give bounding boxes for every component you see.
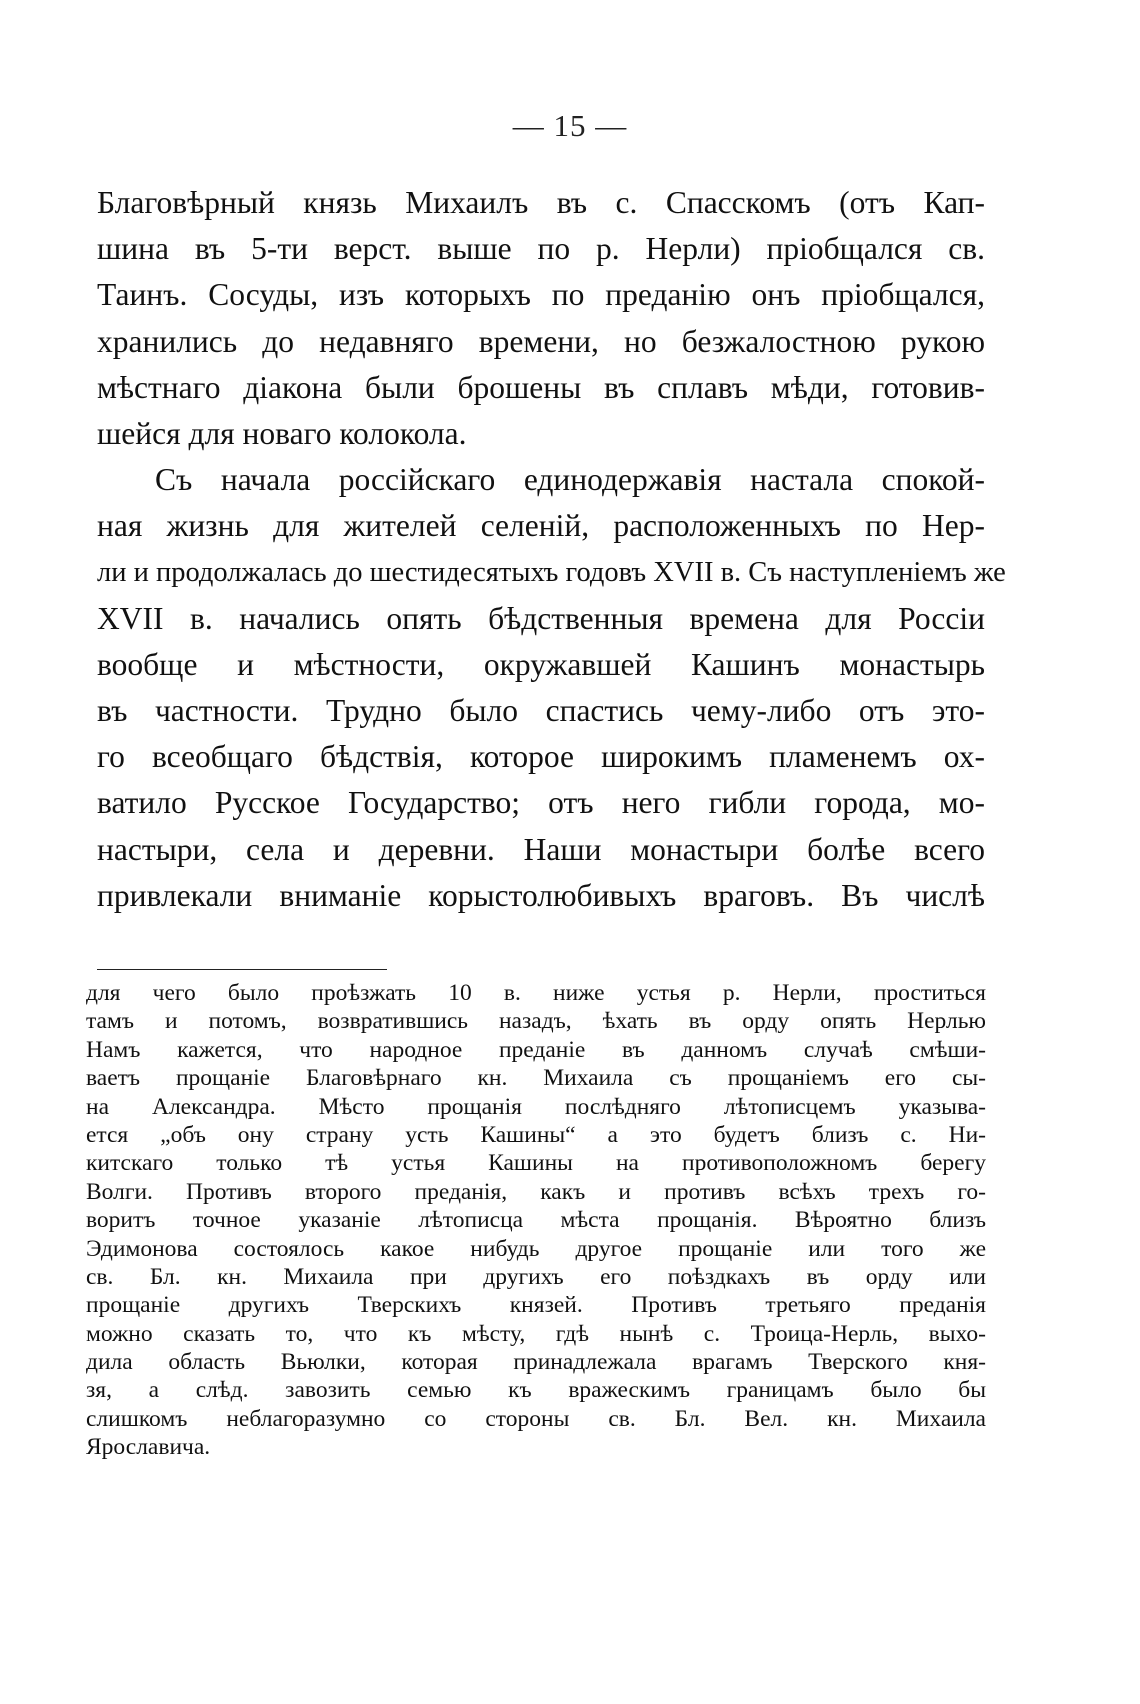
text-line: въ частности. Трудно было спастись чему-либо отъ это- [97, 693, 985, 729]
footnote-line: св. Бл. кн. Михаила при другихъ его поѣздкахъ въ орду или [86, 1263, 986, 1290]
text-line: ватило Русское Государство; отъ него гибли города, мо- [97, 785, 985, 821]
text-line: настыри, села и деревни. Наши монастыри болѣе всего [97, 831, 985, 867]
text-line: вообще и мѣстности, окружавшей Кашинъ монастырь [97, 646, 985, 682]
footnote-line: зя, а слѣд. завозить семью къ вражескимъ границамъ было бы [86, 1377, 986, 1404]
page-number: — 15 — [512, 108, 628, 143]
footnote-line: тамъ и потомъ, возвратившись назадъ, ѣхать въ орду опять Нерлью [86, 1008, 986, 1035]
footnote-line: Намъ кажется, что народное преданіе въ данномъ случаѣ смѣши- [86, 1036, 986, 1063]
footnote-line: прощаніе другихъ Тверскихъ князей. Противъ третьяго преданія [86, 1292, 986, 1319]
footnote-line: ваетъ прощаніе Благовѣрнаго кн. Михаила съ прощаніемъ его сы- [86, 1065, 986, 1092]
footnote-line: можно сказать то, что къ мѣсту, гдѣ нынѣ с. Троица-Нерль, выхо- [86, 1320, 986, 1347]
footnote-line: на Александра. Мѣсто прощанія послѣдняго лѣтописцемъ указыва- [86, 1093, 986, 1120]
text-line: го всеобщаго бѣдствія, которое широкимъ пламенемъ ох- [97, 739, 985, 775]
text-line: шина въ 5-ти верст. выше по р. Нерли) пріобщался св. [97, 231, 985, 267]
main-text [97, 180, 1006, 919]
text-line: Благовѣрный князь Михаилъ въ с. Спасскомъ (отъ Кап- [97, 185, 985, 220]
text-line: XVII в. начались опять бѣдственныя времена для Россіи [97, 600, 985, 636]
footnote-line: для чего было проѣзжать 10 в. ниже устья р. Нерли, проститься [86, 980, 986, 1006]
text-line: Таинъ. Сосуды, изъ которыхъ по преданію онъ пріобщался, [97, 277, 985, 313]
text-line: Съ начала россійскаго единодержавія настала спокой- [155, 462, 985, 498]
footnote-line: слишкомъ неблагоразумно со стороны св. Бл. Вел. кн. Михаила [86, 1405, 986, 1432]
text-line: шейся для новаго колокола. [97, 415, 467, 451]
footnote-line: Ярославича. [86, 1434, 211, 1461]
footnote-line: Волги. Противъ второго преданія, какъ и противъ всѣхъ трехъ го- [86, 1178, 986, 1205]
text-line: хранились до недавняго времени, но безжалостною рукою [97, 323, 985, 359]
footnote-line: воритъ точное указаніе лѣтописца мѣста прощанія. Вѣроятно близъ [86, 1207, 986, 1234]
footnote-separator [97, 969, 387, 970]
text-line: привлекали вниманіе корыстолюбивыхъ враговъ. Въ числѣ [97, 877, 985, 913]
footnote-line: Эдимонова состоялось какое нибудь другое прощаніе или того же [86, 1235, 986, 1262]
footnote-line: дила область Вьюлки, которая принадлежала врагамъ Тверского кня- [86, 1349, 986, 1376]
text-line: мѣстнаго діакона были брошены въ сплавъ мѣди, готовив- [97, 369, 985, 405]
footnote-line: ется „объ ону страну усть Кашины“ а это будетъ близъ с. Ни- [86, 1121, 986, 1148]
footnote [86, 979, 986, 1462]
text-line: ная жизнь для жителей селеній, расположенныхъ по Нер- [97, 508, 985, 544]
footnote-line: китскаго только тѣ устья Кашины на противоположномъ берегу [86, 1150, 986, 1177]
text-line: ли и продолжалась до шестидесятыхъ годовъ XVII в. Съ наступленіемъ же [97, 556, 1006, 588]
